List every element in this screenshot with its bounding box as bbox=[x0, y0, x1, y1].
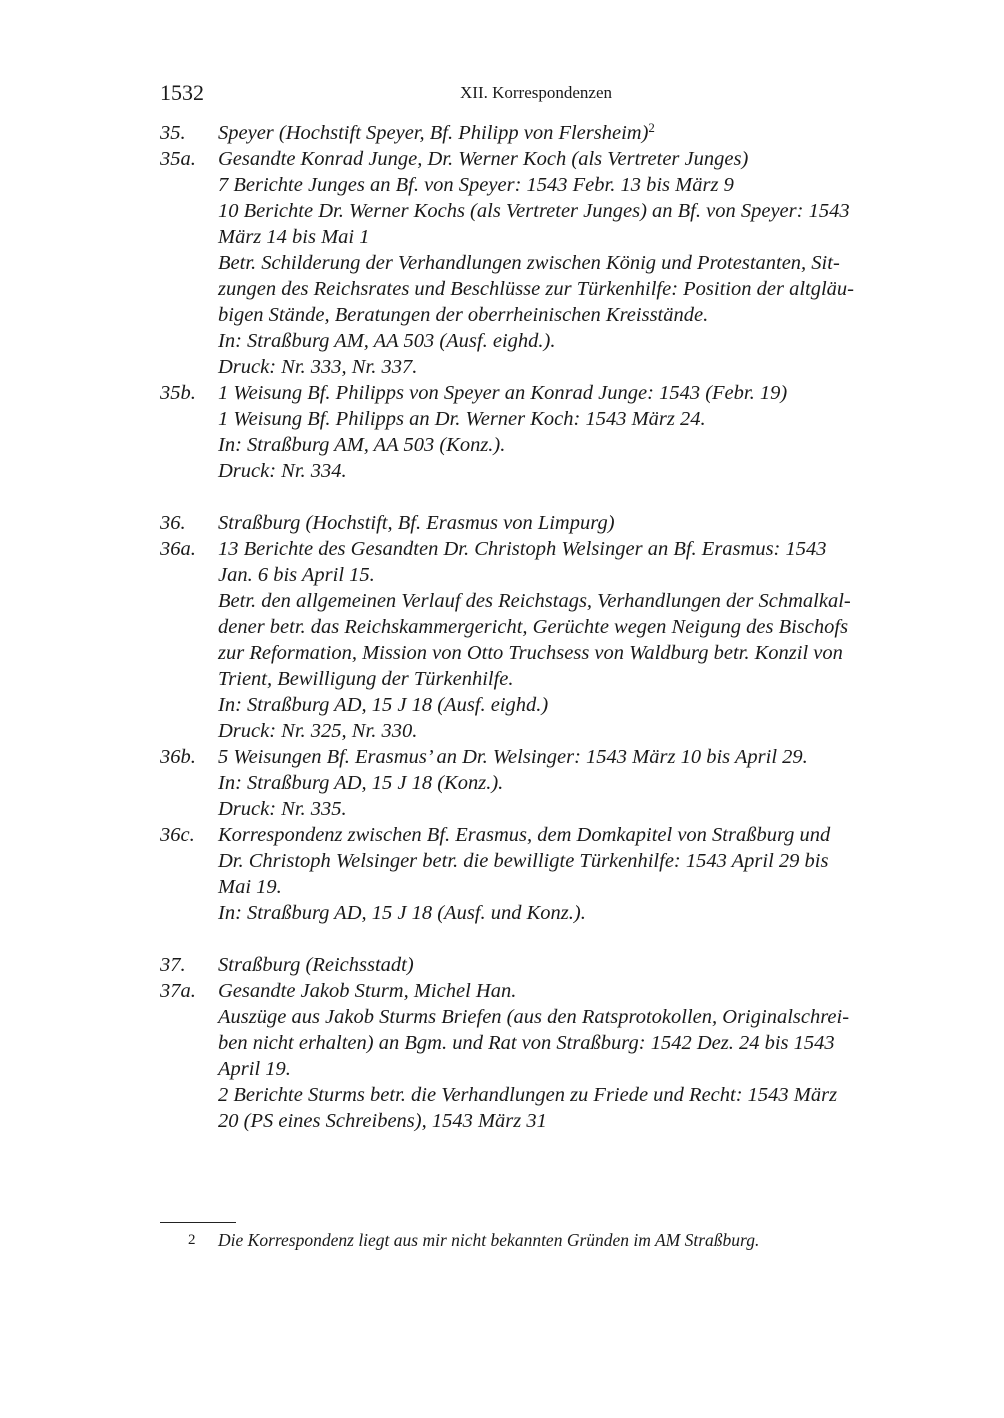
entry-line bbox=[218, 1030, 912, 1056]
entry-line-text: Straßburg (Reichsstadt) bbox=[218, 954, 414, 976]
entry-line bbox=[218, 432, 912, 458]
entry-line bbox=[218, 770, 912, 796]
entry-line-text: zungen des Reichsrates und Beschlüsse zur Türkenhilfe: Position der altgläu- bbox=[218, 278, 854, 300]
entry-text bbox=[218, 952, 912, 978]
entry-line bbox=[218, 614, 912, 640]
correspondence-list bbox=[160, 120, 912, 1134]
entry-line-text: Druck: Nr. 334. bbox=[218, 460, 347, 482]
entry bbox=[160, 510, 912, 536]
entry-line bbox=[218, 666, 912, 692]
entry-line bbox=[218, 380, 912, 406]
entry-line bbox=[218, 588, 912, 614]
entry-number: 35. bbox=[160, 122, 186, 144]
entry-line-text: In: Straßburg AD, 15 J 18 (Ausf. und Konz.). bbox=[218, 902, 586, 924]
entry-line-text: Korrespondenz zwischen Bf. Erasmus, dem Domkapitel von Straßburg und bbox=[218, 824, 831, 846]
entry-line bbox=[218, 978, 912, 1004]
entry-line-text: 1 Weisung Bf. Philipps von Speyer an Konrad Junge: 1543 (Febr. 19) bbox=[218, 382, 788, 404]
entry-line-text: Druck: Nr. 325, Nr. 330. bbox=[218, 720, 418, 742]
entry-line bbox=[218, 536, 912, 562]
entry-line-text: In: Straßburg AM, AA 503 (Ausf. eighd.). bbox=[218, 330, 556, 352]
entry bbox=[160, 952, 912, 978]
entry-line-text: April 19. bbox=[218, 1058, 291, 1080]
entry-line-text: In: Straßburg AD, 15 J 18 (Konz.). bbox=[218, 772, 504, 794]
entry-line-text: Dr. Christoph Welsinger betr. die bewilligte Türkenhilfe: 1543 April 29 bis bbox=[218, 850, 829, 872]
entry-line-text: In: Straßburg AD, 15 J 18 (Ausf. eighd.) bbox=[218, 694, 549, 716]
entry-line bbox=[218, 1108, 912, 1134]
entry-number: 35a. bbox=[160, 148, 196, 170]
entry-line bbox=[218, 744, 912, 770]
entry-line-text: 1 Weisung Bf. Philipps an Dr. Werner Koch: 1543 März 24. bbox=[218, 408, 706, 430]
entry-line bbox=[218, 1082, 912, 1108]
entry-line bbox=[218, 120, 912, 146]
entry-line-text: Mai 19. bbox=[218, 876, 282, 898]
entry-line bbox=[218, 354, 912, 380]
entry-line-text: ben nicht erhalten) an Bgm. und Rat von Straßburg: 1542 Dez. 24 bis 1543 bbox=[218, 1032, 835, 1054]
entry bbox=[160, 536, 912, 744]
entry bbox=[160, 822, 912, 926]
entry-line-text: In: Straßburg AM, AA 503 (Konz.). bbox=[218, 434, 506, 456]
footnote-reference[interactable]: 2 bbox=[648, 120, 655, 135]
entry-number: 36c. bbox=[160, 824, 195, 846]
entry-line-text: Speyer (Hochstift Speyer, Bf. Philipp von Flersheim) bbox=[218, 122, 649, 144]
entry-text bbox=[218, 120, 912, 146]
entry-line bbox=[218, 198, 912, 224]
entry-line-text: Auszüge aus Jakob Sturms Briefen (aus den Ratsprotokollen, Originalschrei- bbox=[218, 1006, 850, 1028]
entry-line-text: Betr. Schilderung der Verhandlungen zwischen König und Protestanten, Sit- bbox=[218, 252, 840, 274]
running-title: XII. Korrespondenzen bbox=[460, 83, 612, 102]
entry-line-text: 20 (PS eines Schreibens), 1543 März 31 bbox=[218, 1110, 547, 1132]
entry-line-text: Druck: Nr. 335. bbox=[218, 798, 347, 820]
footnote-mark: 2 bbox=[188, 1232, 196, 1248]
entry-text bbox=[218, 536, 912, 744]
entry-text bbox=[218, 380, 912, 484]
entry-line bbox=[218, 692, 912, 718]
entry bbox=[160, 380, 912, 484]
entry-text bbox=[218, 744, 912, 822]
entry-line-text: Druck: Nr. 333, Nr. 337. bbox=[218, 356, 418, 378]
entry-line bbox=[218, 952, 912, 978]
entry-text bbox=[218, 146, 912, 380]
entry-line-text: 10 Berichte Dr. Werner Kochs (als Vertreter Junges) an Bf. von Speyer: 1543 bbox=[218, 200, 850, 222]
entry-line-text: Gesandte Jakob Sturm, Michel Han. bbox=[218, 980, 517, 1002]
entry-line-text: Straßburg (Hochstift, Bf. Erasmus von Limpurg) bbox=[218, 512, 615, 534]
entry-line bbox=[218, 1056, 912, 1082]
entry bbox=[160, 146, 912, 380]
entry-line bbox=[218, 874, 912, 900]
section-gap bbox=[160, 926, 912, 952]
entry-line bbox=[218, 562, 912, 588]
entry-line bbox=[218, 276, 912, 302]
entry-text bbox=[218, 822, 912, 926]
entry-line-text: zur Reformation, Mission von Otto Truchsess von Waldburg betr. Konzil von bbox=[218, 642, 843, 664]
entry-number: 37a. bbox=[160, 980, 196, 1002]
entry-line bbox=[218, 848, 912, 874]
entry-number: 35b. bbox=[160, 382, 196, 404]
entry-line bbox=[218, 172, 912, 198]
entry-line bbox=[218, 302, 912, 328]
entry bbox=[160, 120, 912, 146]
entry-text bbox=[218, 978, 912, 1134]
entry bbox=[160, 978, 912, 1134]
entry-line-text: Betr. den allgemeinen Verlauf des Reichstags, Verhandlungen der Schmalkal- bbox=[218, 590, 851, 612]
entry-line bbox=[218, 250, 912, 276]
entry-line-text: bigen Stände, Beratungen der oberrheinischen Kreisstände. bbox=[218, 304, 709, 326]
entry-line bbox=[218, 822, 912, 848]
section-gap bbox=[160, 484, 912, 510]
page-header bbox=[160, 80, 912, 108]
entry-line bbox=[218, 328, 912, 354]
entry-number: 36a. bbox=[160, 538, 196, 560]
entry-number: 37. bbox=[160, 954, 186, 976]
entry-number: 36b. bbox=[160, 746, 196, 768]
entry-line-text: 13 Berichte des Gesandten Dr. Christoph Welsinger an Bf. Erasmus: 1543 bbox=[218, 538, 827, 560]
entry-line bbox=[218, 1004, 912, 1030]
footnote-text: Die Korrespondenz liegt aus mir nicht bekannten Gründen im AM Straßburg. bbox=[218, 1230, 760, 1250]
entry-line bbox=[218, 224, 912, 250]
entry-line bbox=[218, 458, 912, 484]
entry-line bbox=[218, 796, 912, 822]
entry-line bbox=[218, 146, 912, 172]
entry-line-text: dener betr. das Reichskammergericht, Gerüchte wegen Neigung des Bischofs bbox=[218, 616, 849, 638]
entry-line bbox=[218, 900, 912, 926]
entry-line bbox=[218, 406, 912, 432]
entry bbox=[160, 744, 912, 822]
entry-line-text: März 14 bis Mai 1 bbox=[218, 226, 370, 248]
page-number: 1532 bbox=[160, 80, 204, 105]
entry-line-text: 2 Berichte Sturms betr. die Verhandlungen zu Friede und Recht: 1543 März bbox=[218, 1084, 838, 1106]
entry-line bbox=[218, 510, 912, 536]
entry-line-text: Jan. 6 bis April 15. bbox=[218, 564, 375, 586]
entry-line bbox=[218, 718, 912, 744]
entry-text bbox=[218, 510, 912, 536]
footnote-rule bbox=[160, 1222, 236, 1223]
entry-line-text: 7 Berichte Junges an Bf. von Speyer: 1543 Febr. 13 bis März 9 bbox=[218, 174, 734, 196]
entry-line-text: Gesandte Konrad Junge, Dr. Werner Koch (als Vertreter Junges) bbox=[218, 148, 749, 170]
entry-line bbox=[218, 640, 912, 666]
entry-line-text: 5 Weisungen Bf. Erasmus’ an Dr. Welsinger: 1543 März 10 bis April 29. bbox=[218, 746, 808, 768]
entry-number: 36. bbox=[160, 512, 186, 534]
entry-line-text: Trient, Bewilligung der Türkenhilfe. bbox=[218, 668, 514, 690]
